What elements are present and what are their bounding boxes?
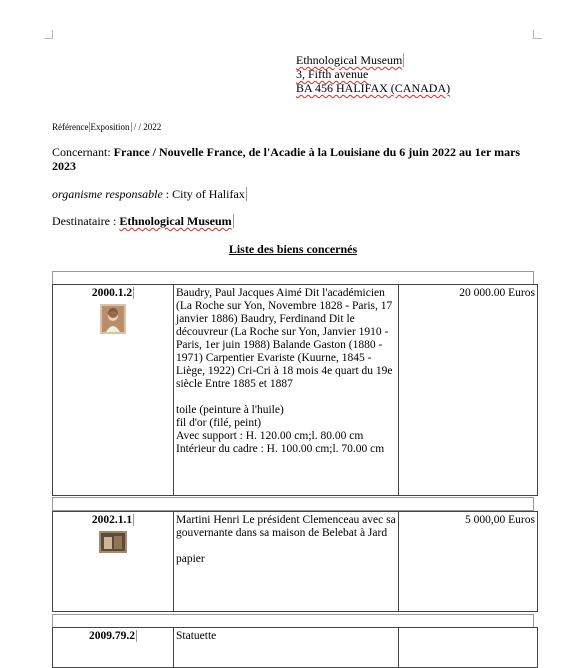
item-price: 5 000,00 Euros: [399, 512, 538, 612]
item-dimensions: Intérieur du cadre : H. 100.00 cm;l. 70.00 cm: [176, 443, 385, 455]
recipient-address: [296, 53, 450, 95]
concern-value: France / Nouvelle France, de l'Acadie à la Louisiane du 6 juin 2022 au 1er mars 2023: [52, 145, 521, 173]
item-row: [52, 284, 538, 496]
address-line-1: Ethnological Museum: [296, 53, 403, 67]
destinataire-label: Destinataire :: [52, 214, 120, 228]
item-description: Baudry, Paul Jacques Aimé Dit l'académicien (La Roche sur Yon, Novembre 1828 - Paris, 17 janvier 1886) Baudry, Ferdinand Dit le découvreur (La Roche sur Yon, Janvier 1910 - Paris, 1er juin 1988) Balande Gaston (1880 - 1971) Carpentier Evariste (Kuurne, 1845 - Liège, 1922) Cri-Cri à 18 mois 4e quart du 19e siècle Entre 1885 et 1887: [176, 287, 393, 390]
address-line-3: BA 456 HALIFAX (CANADA): [296, 81, 451, 95]
item-code: 2002.1.1: [91, 514, 133, 526]
concern-line: [52, 145, 528, 173]
destinataire-value: Ethnological Museum: [119, 214, 232, 228]
organism-line: organisme responsable : City of Halifax: [52, 187, 245, 201]
item-description-cell: [174, 285, 399, 496]
row-separator-strip: [52, 614, 534, 628]
artwork-thumbnail: [100, 304, 126, 334]
item-row: [52, 511, 538, 612]
row-separator-strip: [52, 497, 534, 511]
item-price: [399, 628, 538, 668]
table-header-strip: [52, 271, 534, 285]
page-corner-mark-right: [533, 30, 542, 39]
item-description: Statuette: [176, 630, 217, 642]
page-corner-mark-left: [44, 30, 53, 39]
item-description: Martini Henri Le président Clemenceau avec sa gouvernante dans sa maison de Belebat à Jard: [176, 514, 396, 539]
item-description-cell: [174, 628, 399, 668]
item-code-cell: [53, 512, 174, 612]
item-code-cell: [53, 628, 174, 668]
destinataire-line: [52, 214, 234, 229]
reference-line: Référence Exposition / / 2022: [52, 122, 162, 132]
item-code: 2000.1.2: [91, 287, 133, 299]
artwork-thumbnail: [99, 531, 127, 553]
organism-label: organisme responsable: [52, 187, 163, 201]
item-material: fil d'or (filé, peint): [176, 417, 262, 429]
concern-label: Concernant:: [52, 145, 114, 159]
item-dimensions: Avec support : H. 120.00 cm;l. 80.00 cm: [176, 430, 364, 442]
item-row: [52, 627, 538, 668]
list-title: Liste des biens concernés: [228, 242, 358, 256]
organism-value: City of Halifax: [172, 187, 245, 201]
item-code: 2009.79.2: [89, 630, 135, 642]
item-description-cell: [174, 512, 399, 612]
item-price: 20 000.00 Euros: [399, 285, 538, 496]
item-material: papier: [176, 553, 205, 565]
address-line-2: 3, Fifth avenue: [296, 67, 369, 81]
item-code-cell: [53, 285, 174, 496]
item-material: toile (peinture à l'huile): [176, 404, 284, 416]
